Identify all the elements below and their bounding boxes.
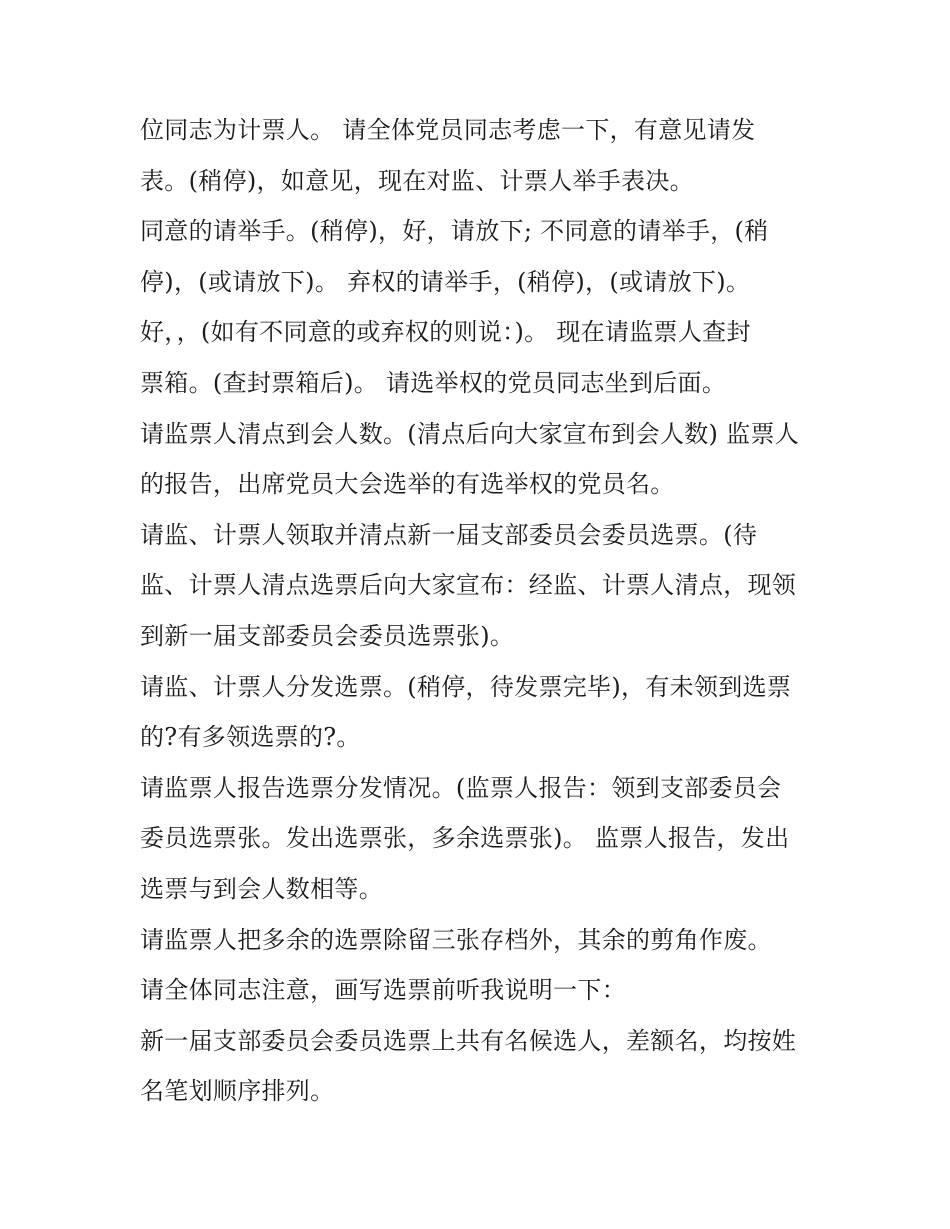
text-line-11: 到新一届支部委员会委员选票张)。 [140, 621, 515, 650]
text-line-13: 的?有多领选票的?。 [140, 723, 361, 752]
text-line-17: 请监票人把多余的选票除留三张存档外，其余的剪角作废。 [140, 925, 772, 954]
text-line-3: 同意的请举手。(稍停)，好，请放下; 不同意的请举手，(稍 [140, 217, 769, 246]
text-line-16: 选票与到会人数相等。 [140, 874, 383, 903]
text-line-18: 请全体同志注意，画写选票前听我说明一下： [140, 976, 626, 1005]
text-line-12: 请监、计票人分发选票。(稍停，待发票完毕)，有未领到选票 [140, 672, 792, 701]
text-line-9: 请监、计票人领取并清点新一届支部委员会委员选票。(待 [140, 520, 758, 549]
text-line-15: 委员选票张。发出选票张，多余选票张)。 监票人报告，发出 [140, 824, 790, 853]
document-body [140, 105, 820, 1117]
text-line-7: 请监票人清点到会人数。(清点后向大家宣布到会人数) 监票人 [140, 419, 800, 448]
text-line-2: 表。(稍停)，如意见，现在对监、计票人举手表决。 [140, 166, 694, 195]
text-line-6: 票箱。(查封票箱后)。 请选举权的党员同志坐到后面。 [140, 368, 727, 397]
text-line-5: 好，，(如有不同意的或弃权的则说：)。 现在请监票人查封 [140, 318, 751, 347]
text-line-1: 位同志为计票人。 请全体党员同志考虑一下，有意见请发 [140, 116, 756, 144]
text-line-19: 新一届支部委员会委员选票上共有名候选人，差额名，均按姓 [140, 1026, 797, 1055]
text-line-20: 名笔划顺序排列。 [140, 1077, 335, 1106]
text-line-14: 请监票人报告选票分发情况。(监票人报告：领到支部委员会 [140, 773, 782, 802]
text-line-10: 监、计票人清点选票后向大家宣布：经监、计票人清点，现领 [140, 571, 797, 600]
text-line-8: 的报告，出席党员大会选举的有选举权的党员名。 [140, 470, 675, 499]
text-line-4: 停)，(或请放下)。 弃权的请举手，(稍停)，(或请放下)。 [140, 267, 751, 296]
